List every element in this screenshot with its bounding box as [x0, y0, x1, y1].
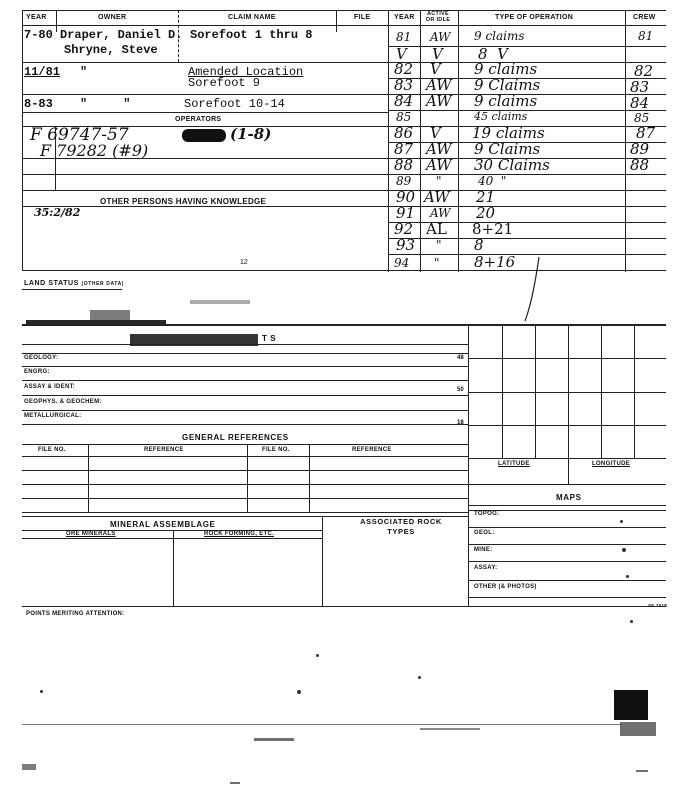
- report-assay: ASSAY & IDENT:: [24, 384, 76, 390]
- ref-col-file-no-2: FILE NO.: [262, 447, 290, 453]
- activity-operation: 30 Claims: [474, 156, 550, 174]
- stray-mark: 12: [240, 259, 248, 266]
- scan-artifact: [22, 764, 36, 770]
- activity-year: V: [396, 45, 407, 63]
- owner-row-owner: Shryne, Steve: [64, 43, 158, 57]
- activity-year: 93: [396, 236, 416, 254]
- activity-year: 90: [396, 188, 416, 206]
- maps-label: MAPS: [556, 493, 582, 502]
- activity-year: 91: [396, 204, 416, 222]
- activity-operation: 40 ": [478, 174, 507, 188]
- activity-year: 83: [394, 76, 414, 94]
- activity-crew: 83: [630, 78, 650, 96]
- activity-status: V: [430, 60, 441, 78]
- activity-operation: 8 V: [478, 45, 508, 63]
- activity-status: AW: [426, 156, 452, 174]
- activity-year: 88: [394, 156, 414, 174]
- owner-row-year: 11/81: [24, 65, 61, 79]
- header-claim-name: CLAIM NAME: [228, 14, 276, 21]
- header-year: YEAR: [26, 14, 47, 21]
- owner-row-owner: " ": [80, 97, 131, 111]
- scan-artifact: [90, 310, 130, 320]
- activity-crew: 88: [630, 156, 650, 174]
- activity-status: V: [432, 45, 443, 63]
- map-assay: ASSAY:: [474, 565, 498, 571]
- scan-artifact: [230, 782, 240, 784]
- activity-year: 92: [394, 220, 414, 238]
- ref-col-reference: REFERENCE: [144, 447, 184, 453]
- owner-row-owner: ": [80, 65, 88, 79]
- owner-row-claim: Sorefoot 9: [188, 76, 261, 90]
- form-code: SF 7018: [648, 603, 668, 608]
- scan-artifact: [614, 690, 648, 720]
- activity-year: 87: [394, 140, 414, 158]
- latitude-label: LATITUDE: [498, 461, 530, 467]
- activity-operation: 9 claims: [474, 60, 538, 78]
- report-assay-num: 50: [457, 387, 464, 393]
- map-mine: MINE:: [474, 547, 493, 553]
- activity-operation: 9 claims: [474, 92, 538, 110]
- header-active-idle: ACTIVE OR IDLE: [425, 11, 451, 23]
- activity-status: AL: [426, 220, 447, 238]
- activity-year: 94: [394, 256, 410, 270]
- activity-status: AW: [430, 30, 451, 44]
- land-status-label: LAND STATUS (OTHER DATA): [24, 280, 125, 287]
- other-persons-label: OTHER PERSONS HAVING KNOWLEDGE: [100, 197, 267, 206]
- activity-operation: 9 Claims: [474, 76, 541, 94]
- map-geol: GEOL:: [474, 530, 495, 536]
- report-metallurgical: METALLURGICAL:: [24, 413, 82, 419]
- activity-status: AW: [424, 188, 450, 206]
- map-other: OTHER (& PHOTOS): [474, 584, 537, 590]
- report-engineering: ENGRG:: [24, 369, 50, 375]
- activity-crew: 87: [636, 124, 656, 142]
- scan-artifact: [420, 728, 480, 730]
- pen-stroke: [515, 255, 555, 325]
- report-metallurgical-num: 18: [457, 420, 464, 426]
- activity-status: ": [436, 238, 442, 252]
- activity-status: V: [430, 124, 441, 142]
- report-geology: GEOLOGY:: [24, 355, 59, 361]
- header-year-activity: YEAR: [394, 14, 415, 21]
- header-type-of-operation: TYPE OF OPERATION: [495, 14, 574, 21]
- land-status-sublabel: (OTHER DATA): [81, 281, 125, 287]
- header-crew: CREW: [633, 14, 656, 21]
- activity-operation: 8+21: [472, 220, 514, 238]
- activity-status: AW: [426, 76, 452, 94]
- activity-year: 85: [396, 110, 412, 124]
- general-references-label: GENERAL REFERENCES: [182, 433, 289, 442]
- operator-entry: F 69747-57: [30, 125, 129, 145]
- owner-row-year: 7-80: [24, 28, 53, 42]
- activity-operation: 9 claims: [474, 29, 525, 43]
- reports-label: T S: [262, 334, 277, 343]
- activity-crew: 85: [634, 111, 650, 125]
- header-file: FILE: [354, 14, 371, 21]
- activity-crew: 84: [630, 94, 650, 112]
- activity-operation: 19 claims: [472, 124, 545, 142]
- activity-crew: 89: [630, 140, 650, 158]
- rock-forming-label: ROCK FORMING, ETC.: [204, 531, 275, 537]
- scan-artifact: [636, 770, 648, 772]
- operators-label: OPERATORS: [175, 116, 222, 123]
- activity-year: 89: [396, 174, 412, 188]
- ore-minerals-label: ORE MINERALS: [66, 531, 116, 537]
- activity-operation: 9 Claims: [474, 140, 541, 158]
- activity-operation: 8: [474, 236, 484, 254]
- points-label: POINTS MERITING ATTENTION:: [26, 611, 125, 617]
- owner-row-claim: Amended Location: [188, 65, 304, 79]
- map-topog: TOPOG:: [474, 511, 500, 517]
- scan-artifact: [254, 738, 294, 741]
- ref-col-file-no: FILE NO.: [38, 447, 66, 453]
- owner-row-claim: Sorefoot 1 thru 8: [190, 28, 313, 42]
- owner-row-year: 8-83: [24, 97, 53, 111]
- mineral-assemblage-label: MINERAL ASSEMBLAGE: [110, 520, 216, 529]
- activity-status: ": [434, 256, 440, 270]
- report-geology-num: 48: [457, 355, 464, 361]
- activity-operation: 20: [476, 204, 496, 222]
- scan-artifact: [620, 722, 656, 736]
- scan-artifact: [190, 300, 250, 304]
- redaction-mark: [182, 129, 226, 142]
- other-persons-entry: 35:2/82: [34, 206, 81, 219]
- longitude-label: LONGITUDE: [592, 461, 631, 467]
- activity-year: 86: [394, 124, 414, 142]
- associated-rock-label: ASSOCIATED ROCK TYPES: [360, 517, 442, 536]
- operator-entry: (1-8): [230, 125, 272, 143]
- activity-status: AW: [426, 92, 452, 110]
- activity-operation: 8+16: [474, 253, 516, 271]
- header-owner: OWNER: [98, 14, 127, 21]
- ref-col-reference-2: REFERENCE: [352, 447, 392, 453]
- activity-status: AW: [426, 140, 452, 158]
- activity-crew: 81: [638, 29, 654, 43]
- report-geophys: GEOPHYS. & GEOCHEM:: [24, 399, 102, 405]
- activity-status: ": [436, 174, 442, 188]
- activity-year: 84: [394, 92, 414, 110]
- activity-year: 82: [394, 60, 414, 78]
- activity-crew: 82: [634, 62, 654, 80]
- activity-status: AW: [430, 206, 451, 220]
- activity-operation: 45 claims: [474, 110, 528, 123]
- activity-operation: 21: [476, 188, 496, 206]
- activity-year: 81: [396, 30, 412, 44]
- owner-row-claim: Sorefoot 10-14: [184, 97, 285, 111]
- operator-entry: F 79282 (#9): [40, 141, 149, 160]
- owner-row-owner: Draper, Daniel D.: [60, 28, 183, 42]
